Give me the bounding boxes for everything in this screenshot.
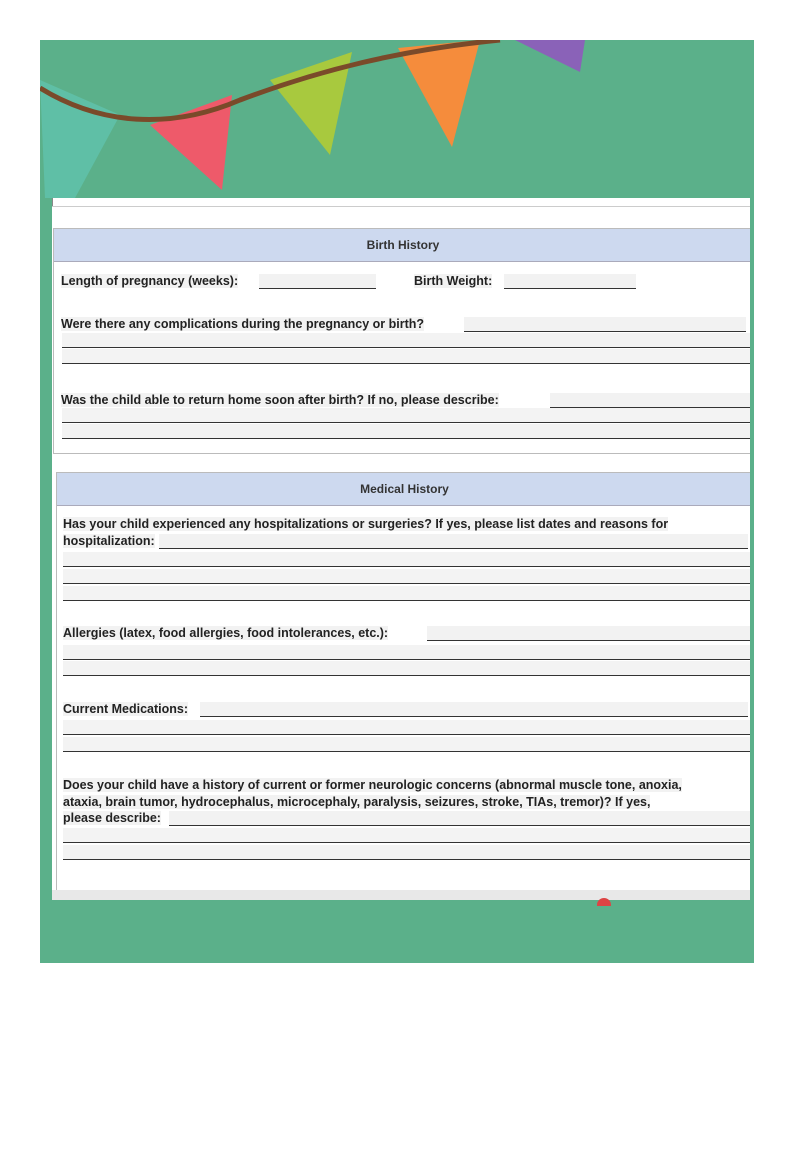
flag-purple <box>515 40 585 72</box>
complications-line[interactable] <box>62 349 750 364</box>
complications-label: Were there any complications during the pregnancy or birth? <box>61 317 425 331</box>
viewer-bottom-bar <box>52 890 750 900</box>
medications-label: Current Medications: <box>63 702 189 716</box>
neurologic-label-cont: ataxia, brain tumor, hydrocephalus, microcephaly, paralysis, seizures, stroke, TIAs, tremor)? If yes, <box>63 795 651 809</box>
hospitalizations-label: Has your child experienced any hospitalizations or surgeries? If yes, please list dates and reasons for <box>63 517 669 531</box>
neurologic-line[interactable] <box>63 845 750 860</box>
hospitalizations-line[interactable] <box>63 586 750 601</box>
hospitalizations-field[interactable] <box>159 534 748 549</box>
birth-history-section <box>53 228 750 454</box>
complications-field[interactable] <box>464 317 746 332</box>
neurologic-label: Does your child have a history of current or former neurologic concerns (abnormal muscle tone, anoxia, <box>63 778 682 792</box>
hospitalizations-label-cont: hospitalization: <box>63 534 155 548</box>
section-title: Medical History <box>57 473 750 506</box>
return-home-label: Was the child able to return home soon after birth? If no, please describe: <box>61 393 499 407</box>
form-page <box>52 198 750 900</box>
allergies-line[interactable] <box>63 661 750 676</box>
bunting-banner-illustration <box>40 40 754 198</box>
divider <box>52 198 53 206</box>
hospitalizations-line[interactable] <box>63 552 750 567</box>
complications-line[interactable] <box>62 333 750 348</box>
return-home-line[interactable] <box>62 424 750 439</box>
neurologic-field[interactable] <box>169 811 750 826</box>
birth-weight-label: Birth Weight: <box>414 274 493 288</box>
medications-line[interactable] <box>63 720 750 735</box>
medications-field[interactable] <box>200 702 748 717</box>
neurologic-label-cont: please describe: <box>63 811 161 825</box>
page-frame <box>40 40 754 963</box>
allergies-label: Allergies (latex, food allergies, food intolerances, etc.): <box>63 626 389 640</box>
pregnancy-length-label: Length of pregnancy (weeks): <box>61 274 239 288</box>
birth-weight-field[interactable] <box>504 274 636 289</box>
return-home-line[interactable] <box>62 408 750 423</box>
pregnancy-length-field[interactable] <box>259 274 376 289</box>
allergies-line[interactable] <box>63 645 750 660</box>
red-indicator-icon <box>597 898 611 906</box>
flag-orange <box>398 40 480 147</box>
medications-line[interactable] <box>63 737 750 752</box>
allergies-field[interactable] <box>427 626 750 641</box>
medical-history-section <box>56 472 750 900</box>
hospitalizations-line[interactable] <box>63 569 750 584</box>
section-title: Birth History <box>54 229 750 262</box>
neurologic-line[interactable] <box>63 828 750 843</box>
return-home-field[interactable] <box>550 393 750 408</box>
divider <box>52 206 750 207</box>
